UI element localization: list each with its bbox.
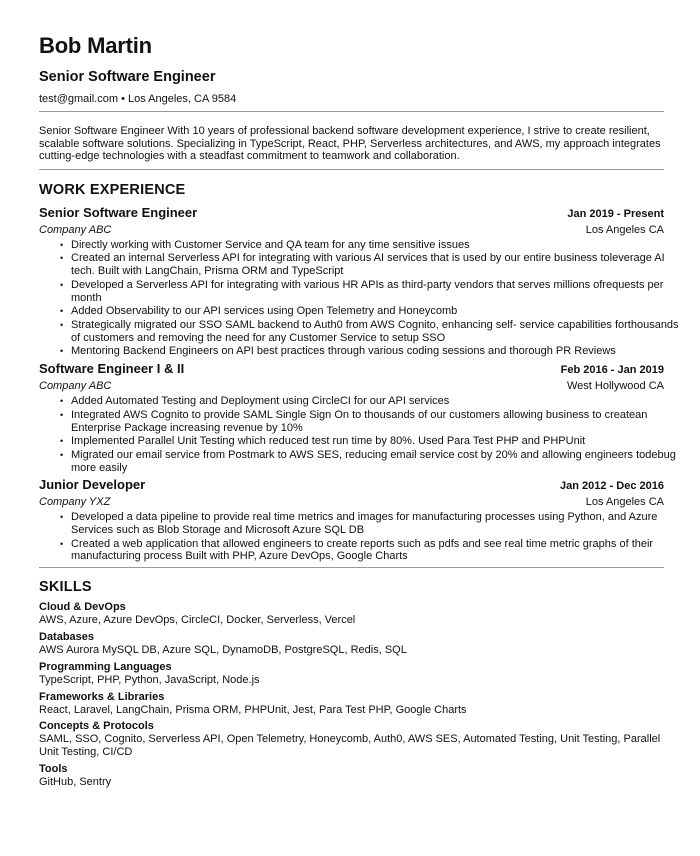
bullet-item: • Developed a data pipeline to provide real time metrics and images for manufacturing processes using Python, and Azure Services such as Blob Storage and Microsoft Azure SQL DB [39, 511, 679, 536]
job-company: Company ABC [39, 223, 112, 236]
skill-group [39, 691, 664, 717]
summary-text: Senior Software Engineer With 10 years of professional backend software development experience, I strive to create resilient, scalable software solutions. Specializing in TypeScript, React, PHP, Serverless architectures, and AWS, my approach integrates cutting-edge technologies with a steadfast commitment to teamwork and collaboration. [39, 125, 661, 163]
job-entry [39, 204, 679, 358]
skill-category: Frameworks & Libraries [39, 690, 165, 703]
job-dates: Feb 2016 - Jan 2019 [560, 364, 664, 377]
skills-heading: SKILLS [39, 579, 92, 596]
job-entry [39, 477, 664, 563]
job-location: Los Angeles CA [585, 223, 664, 236]
skills-list [39, 601, 664, 789]
bullet-item: • Created a web application that allowed engineers to create reports such as pdfs and see real time metric graphs of their manufacturing process Built with PHP, Azure DevOps, Google Charts [39, 538, 679, 563]
bullet-item: • Created an internal Serverless API for integrating with various AI services that is used by our entire business toleverage AI tech. Built with LangChain, Prisma ORM and TypeScript [39, 252, 679, 277]
job-title: Senior Software Engineer [39, 204, 198, 220]
bullet-item: • Migrated our email service from Postmark to AWS SES, reducing email service cost by 20% and allowing engineers todebug more easily [39, 449, 679, 474]
skill-group [39, 763, 664, 789]
experience-list [39, 204, 679, 563]
candidate-title: Senior Software Engineer [39, 69, 216, 85]
experience-heading: WORK EXPERIENCE [39, 181, 186, 198]
candidate-name: Bob Martin [39, 33, 152, 58]
skill-group [39, 631, 664, 657]
job-dates: Jan 2019 - Present [567, 207, 664, 220]
job-bullets [39, 511, 664, 563]
skill-category: Databases [39, 630, 95, 643]
bullet-item: • Added Observability to our API services using Open Telemetry and Honeycomb [39, 305, 679, 318]
bullet-item: • Developed a Serverless API for integrating with various HR APIs as third-party vendors that serves millions ofrequests per month [39, 279, 679, 304]
summary-divider [39, 169, 664, 170]
skill-items: React, Laravel, LangChain, Prisma ORM, PHPUnit, Jest, Para Test PHP, Google Charts [39, 703, 467, 716]
job-entry [39, 361, 676, 474]
skill-items: SAML, SSO, Cognito, Serverless API, Open Telemetry, Honeycomb, Auth0, AWS SES, Automated Testing, Unit Testing, Parallel Unit Testing, CI/CD [39, 733, 661, 759]
skill-group [39, 661, 664, 687]
job-company: Company YXZ [39, 496, 111, 509]
job-company: Company ABC [39, 380, 112, 393]
resume-page [39, 33, 679, 793]
bullet-item: • Implemented Parallel Unit Testing which reduced test run time by 80%. Used Para Test PHP and PHPUnit [39, 435, 679, 448]
skill-category: Cloud & DevOps [39, 601, 126, 614]
job-title: Software Engineer I & II [39, 361, 185, 377]
job-location: West Hollywood CA [567, 380, 664, 393]
job-dates: Jan 2012 - Dec 2016 [560, 480, 664, 493]
bullet-item: • Strategically migrated our SSO SAML backend to Auth0 from AWS Cognito, enhancing self- service capabilities forthousands of customers and removing the need for any Customer Service to setup SSO [39, 319, 679, 344]
skill-items: AWS Aurora MySQL DB, Azure SQL, DynamoDB, PostgreSQL, Redis, SQL [39, 643, 407, 656]
bullet-item: • Added Automated Testing and Deployment using CircleCI for our API services [39, 395, 679, 408]
skill-category: Programming Languages [39, 660, 172, 673]
job-title: Junior Developer [39, 477, 146, 493]
contact-line: test@gmail.com • Los Angeles, CA 9584 [39, 93, 237, 105]
bullet-item: • Directly working with Customer Service and QA team for any time sensitive issues [39, 239, 679, 252]
skill-items: TypeScript, PHP, Python, JavaScript, Node.js [39, 673, 260, 686]
job-bullets [39, 238, 679, 358]
job-bullets [39, 395, 676, 474]
skill-category: Tools [39, 762, 68, 775]
skill-items: GitHub, Sentry [39, 775, 112, 788]
skill-group [39, 720, 664, 759]
skill-group [39, 601, 664, 627]
bullet-item: • Integrated AWS Cognito to provide SAML Single Sign On to thousands of our customers allowing business to createan Enterprise Package increasing revenue by 10% [39, 409, 679, 434]
skill-category: Concepts & Protocols [39, 720, 154, 733]
skill-items: AWS, Azure, Azure DevOps, CircleCI, Docker, Serverless, Vercel [39, 614, 356, 627]
experience-divider [39, 567, 664, 568]
header-divider [39, 111, 664, 112]
job-location: Los Angeles CA [585, 496, 664, 509]
bullet-item: • Mentoring Backend Engineers on API best practices through various coding sessions and thorough PR Reviews [39, 345, 679, 358]
